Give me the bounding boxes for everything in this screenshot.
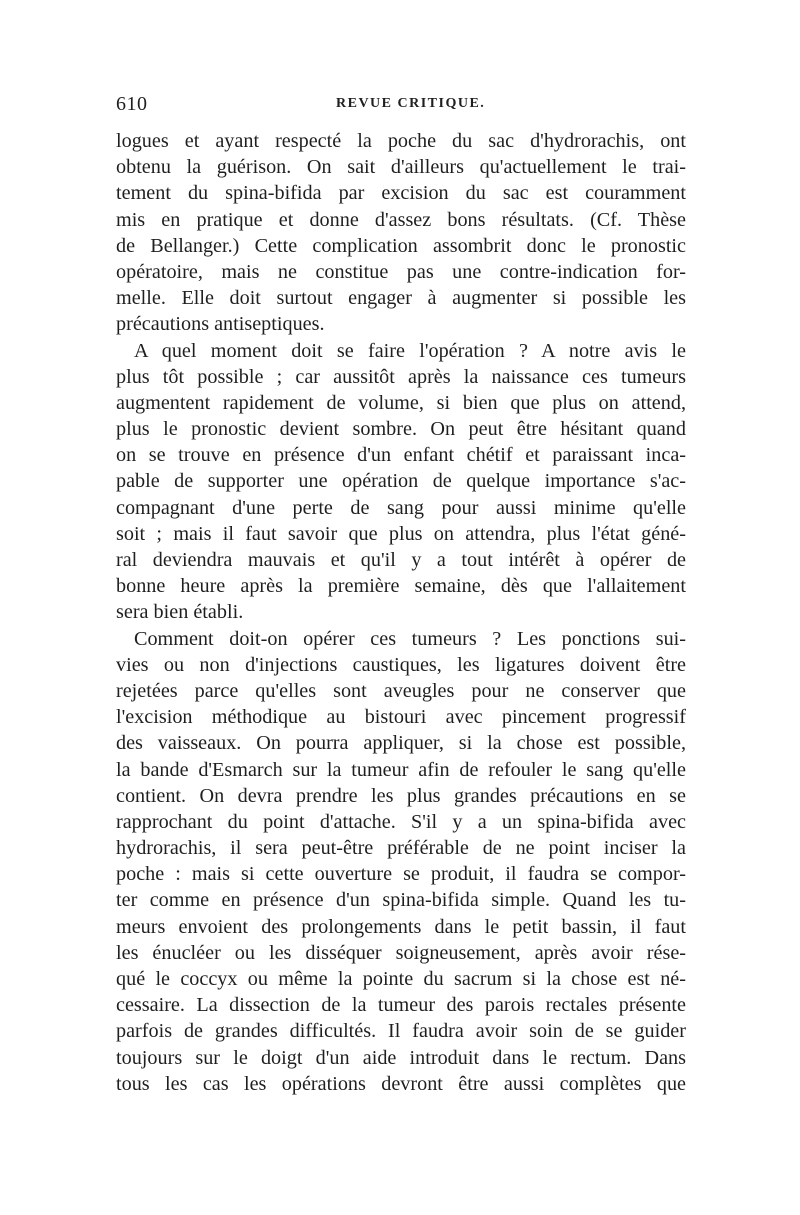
text-line: soit ; mais il faut savoir que plus on attendra, plus l'état géné-	[116, 522, 686, 545]
text-line: ral deviendra mauvais et qu'il y a tout intérêt à opérer de	[116, 549, 686, 571]
page-number: 610	[116, 93, 148, 115]
text-line: tement du spina-bifida par excision du sac est couramment	[116, 182, 686, 205]
text-line: contient. On devra prendre les plus grandes précautions en se	[116, 784, 686, 807]
text-line: de Bellanger.) Cette complication assombrit donc le pronostic	[116, 234, 686, 257]
text-line: opératoire, mais ne constitue pas une contre-indication for-	[116, 260, 686, 283]
text-line: sera bien établi.	[116, 601, 244, 624]
text-line: plus tôt possible ; car aussitôt après la naissance ces tumeurs	[116, 365, 686, 388]
text-line: on se trouve en présence d'un enfant chétif et paraissant inca-	[116, 444, 686, 467]
text-line: melle. Elle doit surtout engager à augmenter si possible les	[116, 287, 686, 310]
text-line: des vaisseaux. On pourra appliquer, si la chose est possible,	[116, 732, 686, 755]
text-line: A quel moment doit se faire l'opération ? A notre avis le	[134, 339, 686, 362]
text-line: toujours sur le doigt d'un aide introduit dans le rectum. Dans	[116, 1046, 686, 1069]
text-line: bonne heure après la première semaine, dès que l'allaitement	[116, 575, 686, 598]
text-line: vies ou non d'injections caustiques, les ligatures doivent être	[116, 653, 686, 676]
text-line: augmentent rapidement de volume, si bien que plus on attend,	[116, 391, 686, 414]
text-line: tous les cas les opérations devront être aussi complètes que	[116, 1072, 686, 1095]
text-line: rejetées parce qu'elles sont aveugles pour ne conserver que	[116, 679, 686, 702]
text-line: cessaire. La dissection de la tumeur des parois rectales présente	[116, 994, 686, 1017]
text-line: les énucléer ou les disséquer soigneusement, après avoir rése-	[116, 941, 686, 964]
text-line: meurs envoient des prolongements dans le petit bassin, il faut	[116, 915, 686, 938]
text-line: compagnant d'une perte de sang pour aussi minime qu'elle	[116, 496, 686, 519]
text-body	[116, 128, 686, 1097]
text-line: logues et ayant respecté la poche du sac d'hydrorachis, ont	[116, 130, 686, 152]
text-line: obtenu la guérison. On sait d'ailleurs qu'actuellement le trai-	[116, 156, 686, 179]
text-line: plus le pronostic devient sombre. On peut être hésitant quand	[116, 418, 686, 441]
text-line: précautions antiseptiques.	[116, 313, 325, 336]
text-line: l'excision méthodique au bistouri avec pincement progressif	[116, 706, 686, 729]
text-line: poche : mais si cette ouverture se produit, il faudra se compor-	[116, 863, 686, 886]
text-line: Comment doit-on opérer ces tumeurs ? Les ponctions sui-	[134, 627, 686, 650]
text-line: rapprochant du point d'attache. S'il y a un spina-bifida avec	[116, 810, 686, 833]
text-line: ter comme en présence d'un spina-bifida simple. Quand les tu-	[116, 889, 686, 912]
running-title: REVUE CRITIQUE.	[336, 96, 486, 111]
text-line: pable de supporter une opération de quelque importance s'ac-	[116, 470, 686, 493]
page-header	[116, 93, 686, 123]
text-line: parfois de grandes difficultés. Il faudra avoir soin de se guider	[116, 1020, 686, 1043]
text-line: mis en pratique et donne d'assez bons résultats. (Cf. Thèse	[116, 208, 686, 231]
text-line: la bande d'Esmarch sur la tumeur afin de refouler le sang qu'elle	[116, 758, 686, 781]
text-line: qué le coccyx ou même la pointe du sacrum si la chose est né-	[116, 968, 686, 990]
text-line: hydrorachis, il sera peut-être préférable de ne point inciser la	[116, 837, 686, 860]
